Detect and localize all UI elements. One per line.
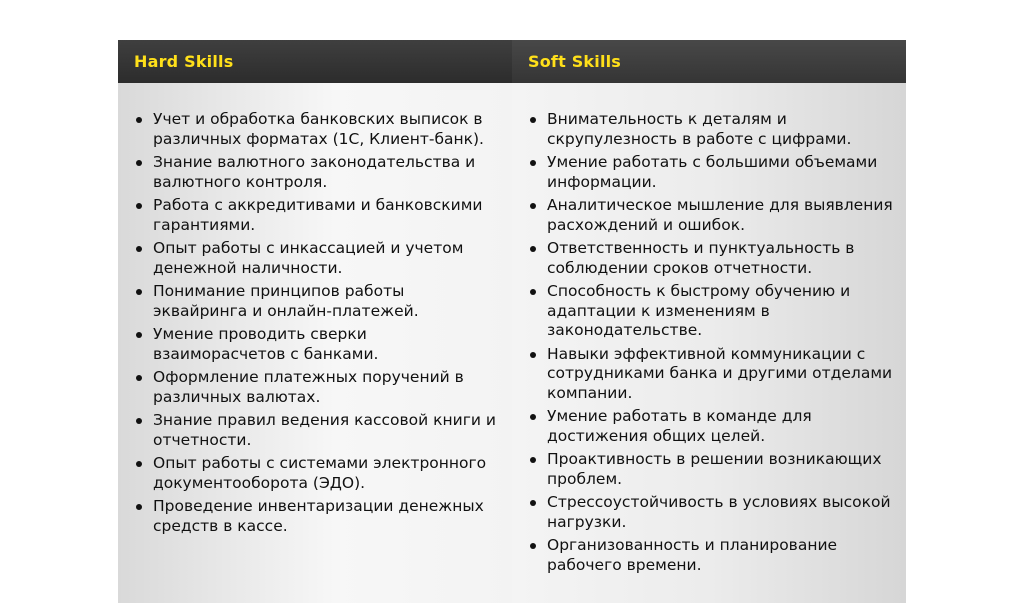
list-item: Учет и обработка банковских выписок в различных форматах (1С, Клиент-банк). (153, 110, 502, 149)
hard-skills-body (118, 83, 512, 603)
list-item: Опыт работы с системами электронного документооборота (ЭДО). (153, 454, 502, 493)
list-item: Стрессоустойчивость в условиях высокой нагрузки. (547, 493, 896, 532)
hard-skills-header (118, 40, 512, 83)
skills-table (118, 40, 906, 603)
list-item: Умение работать в команде для достижения общих целей. (547, 407, 896, 446)
hard-skills-column (118, 40, 512, 603)
soft-skills-title: Soft Skills (528, 52, 622, 71)
list-item: Понимание принципов работы эквайринга и онлайн-платежей. (153, 282, 502, 321)
soft-skills-column (512, 40, 906, 603)
list-item: Ответственность и пунктуальность в соблюдении сроков отчетности. (547, 239, 896, 278)
list-item: Проведение инвентаризации денежных средств в кассе. (153, 497, 502, 536)
soft-skills-header (512, 40, 906, 83)
soft-skills-body (512, 83, 906, 603)
list-item: Организованность и планирование рабочего времени. (547, 536, 896, 575)
list-item: Проактивность в решении возникающих проблем. (547, 450, 896, 489)
list-item: Умение проводить сверки взаиморасчетов с банками. (153, 325, 502, 364)
list-item: Умение работать с большими объемами информации. (547, 153, 896, 192)
list-item: Аналитическое мышление для выявления расхождений и ошибок. (547, 196, 896, 235)
list-item: Опыт работы с инкассацией и учетом денежной наличности. (153, 239, 502, 278)
hard-skills-list (118, 110, 512, 536)
list-item: Оформление платежных поручений в различных валютах. (153, 368, 502, 407)
list-item: Работа с аккредитивами и банковскими гарантиями. (153, 196, 502, 235)
soft-skills-list (512, 110, 906, 575)
list-item: Навыки эффективной коммуникации с сотрудниками банка и другими отделами компании. (547, 345, 896, 404)
list-item: Знание правил ведения кассовой книги и отчетности. (153, 411, 502, 450)
list-item: Внимательность к деталям и скрупулезность в работе с цифрами. (547, 110, 896, 149)
hard-skills-title: Hard Skills (134, 52, 234, 71)
list-item: Способность к быстрому обучению и адаптации к изменениям в законодательстве. (547, 282, 896, 341)
list-item: Знание валютного законодательства и валютного контроля. (153, 153, 502, 192)
